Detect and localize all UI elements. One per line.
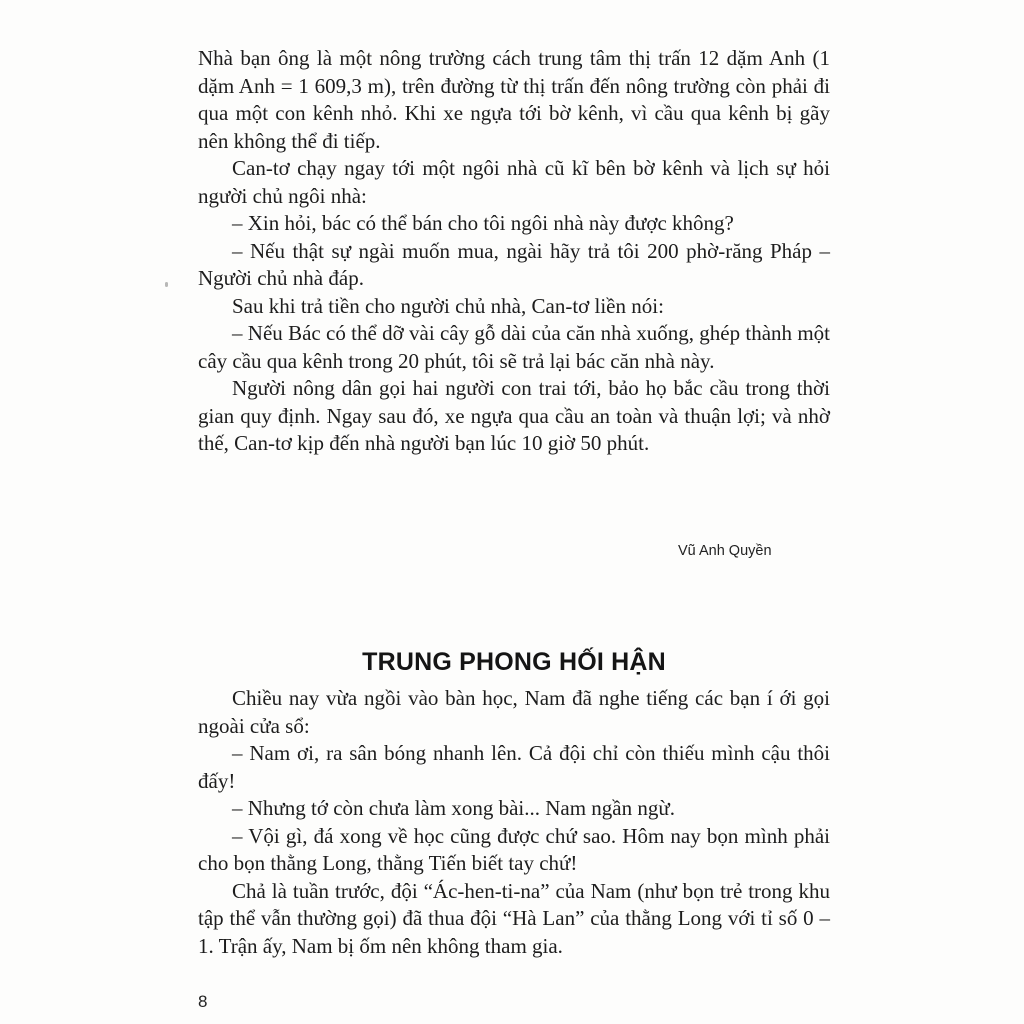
dialogue-line: – Nếu thật sự ngài muốn mua, ngài hãy trả tôi 200 phờ-răng Pháp – Người chủ nhà đáp. <box>198 238 830 290</box>
dialogue-line: – Nếu Bác có thể dỡ vài cây gỗ dài của căn nhà xuống, ghép thành một cây cầu qua kênh trong 20 phút, tôi sẽ trả lại bác căn nhà này. <box>198 321 830 373</box>
author-credit: Vũ Anh Quyền <box>678 543 772 559</box>
paragraph: Chả là tuần trước, đội “Ác-hen-ti-na” của Nam (như bọn trẻ trong khu tập thể vẫn thường gọi) đã thua đội “Hà Lan” của thằng Long với tỉ số 0 – 1. Trận ấy, Nam bị ốm nên không tham gia. <box>198 878 830 958</box>
dialogue-line: – Xin hỏi, bác có thể bán cho tôi ngôi nhà này được không? <box>232 211 734 235</box>
paragraph: Sau khi trả tiền cho người chủ nhà, Can-tơ liền nói: <box>232 293 664 318</box>
dialogue-line: – Nam ơi, ra sân bóng nhanh lên. Cả đội chỉ còn thiếu mình cậu thôi đấy! <box>198 741 830 793</box>
paragraph: Chiều nay vừa ngồi vào bàn học, Nam đã nghe tiếng các bạn í ới gọi ngoài cửa sổ: <box>198 686 830 738</box>
paragraph: Nhà bạn ông là một nông trường cách trung tâm thị trấn 12 dặm Anh (1 dặm Anh = 1 609,3 m), trên đường từ thị trấn đến nông trường còn phải đi qua một con kênh nhỏ. Khi xe ngựa tới bờ kênh, vì cầu qua kênh bị gãy nên không thể đi tiếp. <box>198 46 830 153</box>
story-title: TRUNG PHONG HỐI HẬN <box>362 648 666 676</box>
page-number: 8 <box>198 992 208 1011</box>
dialogue-line: – Nhưng tớ còn chưa làm xong bài... Nam ngần ngừ. <box>232 796 675 820</box>
dialogue-line: – Vội gì, đá xong về học cũng được chứ sao. Hôm nay bọn mình phải cho bọn thằng Long, thằng Tiến biết tay chứ! <box>198 823 830 875</box>
story-two-body <box>198 685 830 960</box>
paragraph: Người nông dân gọi hai người con trai tới, bảo họ bắc cầu trong thời gian quy định. Ngay sau đó, xe ngựa qua cầu an toàn và thuận lợi; và nhờ thế, Can-tơ kịp đến nhà người bạn lúc 10 giờ 50 phút. <box>198 376 830 455</box>
paragraph: Can-tơ chạy ngay tới một ngôi nhà cũ kĩ bên bờ kênh và lịch sự hỏi người chủ ngôi nhà: <box>198 156 830 208</box>
story-one-body <box>198 45 830 458</box>
scan-speck <box>165 282 168 287</box>
